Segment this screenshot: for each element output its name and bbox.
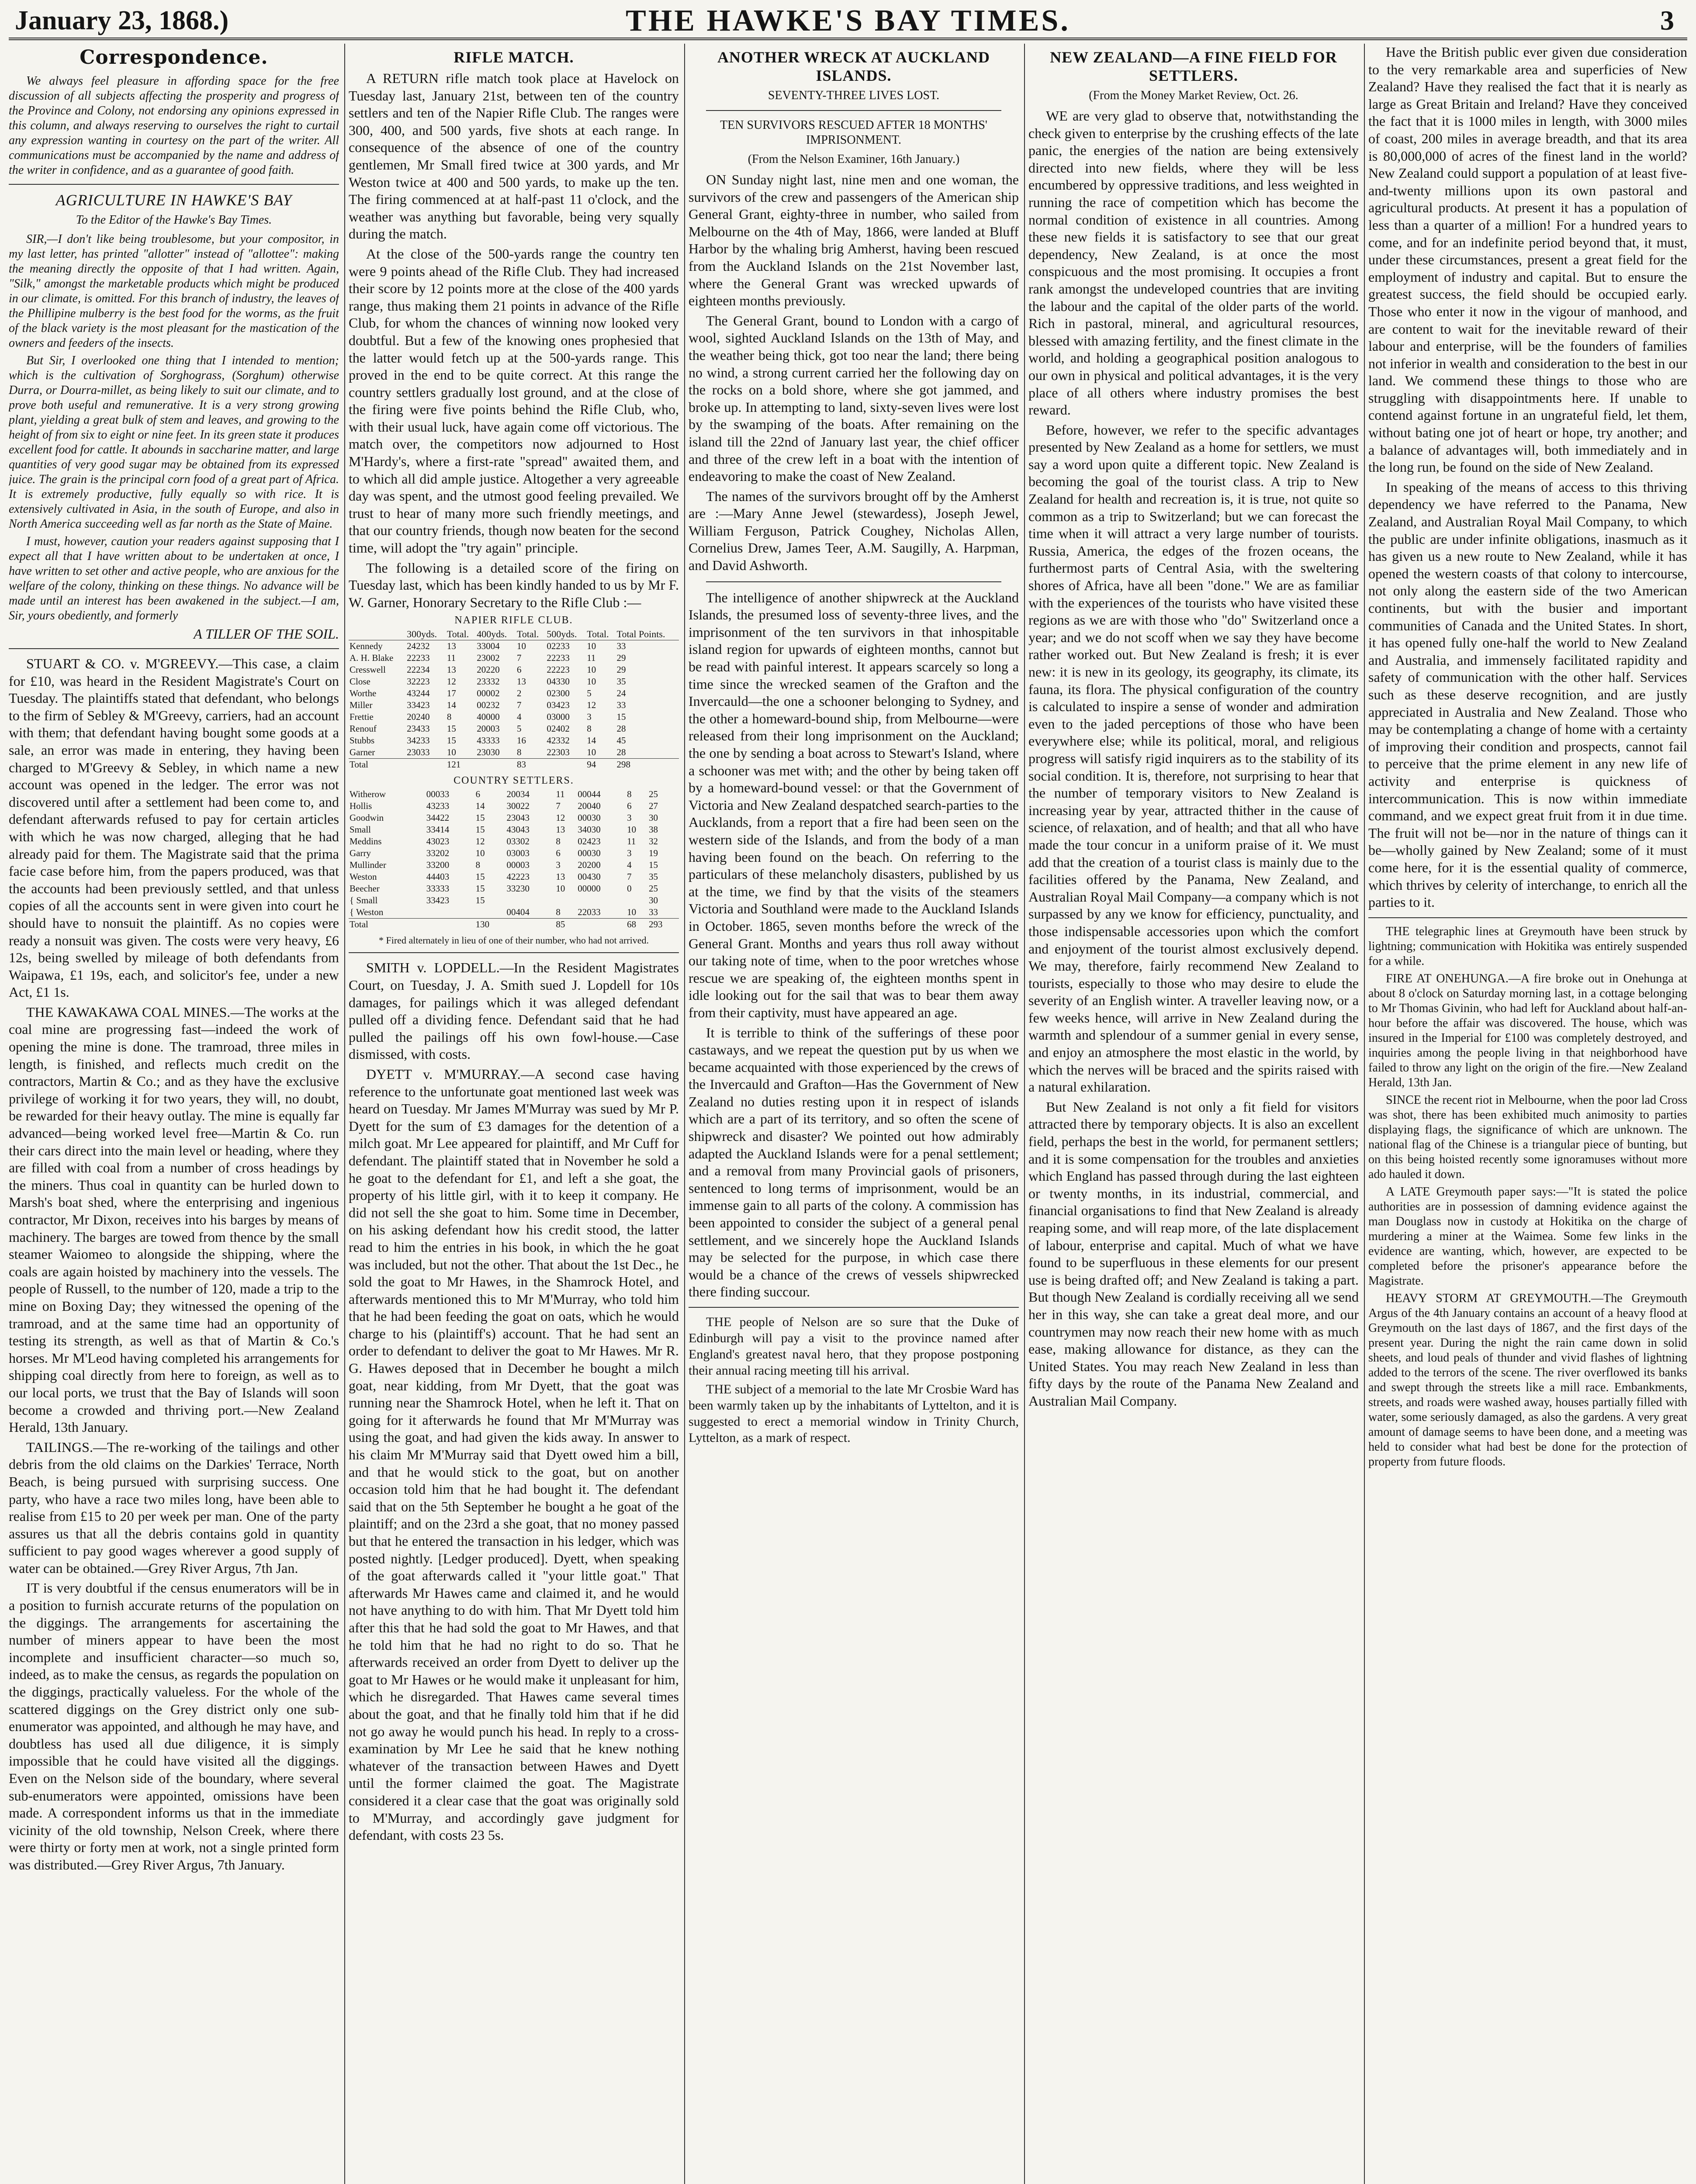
table-cell: 2 (517, 688, 522, 699)
table-cell: 45 (616, 735, 626, 746)
table-cell: Goodwin (350, 812, 384, 823)
column-5 (1368, 44, 1687, 2184)
table-cell: 40000 (477, 712, 500, 722)
table-cell: 03003 (506, 848, 530, 859)
table-cell: 10 (446, 747, 456, 758)
table-row (349, 800, 679, 812)
table-cell: 19 (649, 848, 658, 859)
table-cell: 298 (616, 759, 679, 771)
table-cell: 15 (446, 723, 456, 734)
news-item-dyett-v-mmurray: DYETT v. M'MURRAY.—A second case having reference to the unfortunate goat mentioned last week was heard on Tuesday. Mr James M'Murray was sued by Mr P. Dyett for the sum of £3 damages for the detention of a milch goat. Mr Lee appeared for plaintiff, and Mr Cuff for defendant. The plaintiff stated that in November he sold a he goat to the defendant for £1, and left a she goat, the property of his little girl, with it to keep it company. He did not sell the she goat to him. Some time in December, on his asking defendant how his credit stood, the latter read to him the entries in his book, in which the he goat was included, but not the other. That about the 1st Dec., he sold the goat to Mr Hawes, in the Shamrock Hotel, and afterwards mentioned this to Mr M'Murray, who told him that he had been feeding the goat on oats, which he would charge to his (plaintiff's) account. That he had sent an order to defendant to deliver the goat to Mr Hawes. Mr R. G. Hawes deposed that in December he bought a milch goat, near kidding, from Mr Dyett, that the goat was running near the Shamrock Hotel, when he left it. That on going for it afterwards he found that Mr M'Murray was using the goat, and had given the kids away. In answer to his claim Mr M'Murray said that Dyett owed him a bill, and that he would stick to the goat, but on another occasion told him that he had bought it. The defendant said that on the 5th September he bought a he goat of the plaintiff; and on the 23rd a she goat, that no money passed but that he entered the transaction in his ledger, which was posted nightly. [Ledger produced]. Dyett, when speaking of the goat afterwards called it "your little goat." That afterwards Mr Hawes came and claimed it, and he would not have anything to do with him. That Mr Dyett told him after this that he had sold the goat to Mr Hawes, and that he told him that he had no right to do so. That he afterwards received an order from Dyett to deliver up the goat to Mr Hawes or he would make it unpleasant for him, which he disregarded. That Hawes came several times about the goat, and that he finally told him that if he did not go away he would punch his head. In reply to a cross-examination by Mr Lee he said that he knew nothing whatever of the transaction between Hawes and Dyett until the former claimed the goat. The Magistrate considered it a clear case that the goat was originally sold to M'Murray, and accordingly gave judgment for defendant, with costs 23 5s. (349, 1066, 679, 1843)
table-cell: 43043 (506, 824, 530, 835)
table-row (349, 699, 679, 711)
table-cell: 15 (475, 871, 485, 882)
table-cell: 30 (649, 895, 658, 906)
table-cell (577, 919, 626, 931)
divider (706, 110, 1001, 111)
letter-addressee: To the Editor of the Hawke's Bay Times. (76, 213, 272, 227)
table-cell: 130 (475, 919, 506, 931)
editorial-notice: We always feel pleasure in affording space for the free discussion of all subjects affecting the prosperity and progress of the Province and Colony, not endorsing any opinions expressed in this column, and always reserving to ourselves the right to curtail any expression wanting in courtesy on the part of the writer. All communications must be accompanied by the name and address of the writer in confidence, and as a guarantee of good faith. (9, 74, 339, 177)
issue-date: January 23, 1868.) (15, 6, 229, 35)
table-cell: 94 (586, 759, 616, 771)
table-cell (506, 895, 555, 906)
nz-paragraph: But New Zealand is not only a fit field for visitors attracted there by temporary objects. It is also an excellent field, perhaps the best in the world, for permanent settlers; and it is some compensation for the troubles and anxieties which England has passed through during the last eighteen or twenty months, in its industrial, commercial, and financial organisations to find that New Zealand is already reaping some, and will reap more, of the late displacement of labour, enterprise and capital. Much of what we have found to be superfluous in these elements for our present use is being drafted off; and New Zealand is taking a part. But though New Zealand is cordially receiving all we send her in this way, she can take a great deal more, and our countrymen may now reach their new home with as much ease, making allowance for distance, as they can the United States. You may reach New Zealand in less than fifty days by the route of the Panama New Zealand and Australian Mail Company. (1028, 1099, 1359, 1409)
table-cell: 12 (587, 700, 596, 711)
table-cell: Weston (350, 871, 377, 882)
table-cell: 10 (587, 747, 596, 758)
table-cell: 13 (446, 664, 456, 675)
article-title-new-zealand: NEW ZEALAND—A FINE FIELD FOR SETTLERS. (1050, 48, 1337, 84)
table-cell: 3 (627, 848, 632, 859)
table-cell: 15 (475, 812, 485, 823)
table-cell: Total (349, 759, 406, 771)
table-cell: 44403 (426, 871, 450, 882)
score-table-country (349, 788, 679, 930)
rifle-match-paragraph: A RETURN rifle match took place at Havelock on Tuesday last, January 21st, between ten of the country settlers and ten of the Napier Rifle Club. The ranges were 300, 400, and 500 yards, five shots at each range. In consequence of the absence of one of the country gentlemen, Mr Small fired twice at 300 yards, and Mr Weston twice at 400 and 500 yards, to make up the ten. The firing commenced at at half-past 11 o'clock, and the weather was anything but favorable, being very squally during the match. (349, 70, 679, 242)
nz-paragraph-continued: Have the British public ever given due consideration to the very remarkable area and superficies of New Zealand? Have they realised the fact that it is nearly as large as Great Britain and Ireland? Have they conceived the fact that it is 1000 miles in length, with 3000 miles of coast, 200 miles in average breadth, and that its area is 80,000,000 of acres of the finest land in the world? New Zealand could support a population of at least five-and-twenty millions upon its own pastoral and agricultural products. At present it has a population of less than a quarter of a million! For a hundred years to come, and for an indefinite period beyond that, it must, under these circumstances, present a great field for the employment of industry and capital. But to ensure the greatest success, the field should be occupied early. Those who enter it now in the vigour of manhood, and are content to wait for the inevitable reward of their labour and enterprise, will be the founders of families not inferior in wealth and consideration to the best in our land. We commend these things to those who are struggling with disappointments here. If unable to contend against fortune in an ungrateful field, let them, without bating one jot of heart or hope, try another; and a balance of advantages will, both immediately and in the long run, be found on the side of New Zealand. (1368, 44, 1687, 475)
table-cell: 32223 (407, 676, 430, 687)
table-cell: 8 (475, 860, 481, 871)
table-cell: 00030 (578, 848, 601, 859)
news-item-kawakawa-coal: THE KAWAKAWA COAL MINES.—The works at the coal mine are progressing fast—indeed the work of opening the mine is done. The tramroad, three miles in length, is finished, and reflects much credit on the contractors, Martin & Co.; and as they have the exclusive privilege of working it for two years, they will, no doubt, be rewarded for their heavy outlay. The mine is equally far advanced—being worked level free—Martin & Co. run their cars direct into the main level or heading, where they are filled with coal from a number of cross headings by the miners. Thus coal in quantity can be hurled down to Marsh's boat shed, where the enterprising and ingenious contractor, Mr Dixon, receives into his barges by means of machinery. The barges are towed from thence by the small steamer Waiomeo to alongside the shipping, where the coals are again hoisted by machinery into the vessels. The people of Russell, to the number of 120, made a trip to the mine on Boxing Day; they witnessed the opening of the tramroad, and at the same time had an opportunity of testing its strength, as well as that of Martin & Co.'s horses. Mr M'Leod having completed his arrangements for shipping coal directly from here to foreign, as well as to our local ports, we trust that the Bay of Islands will soon become a crowded and thriving port.—New Zealand Herald, 13th January. (9, 1004, 339, 1435)
table-header-cell: 300yds. (406, 628, 446, 640)
table-cell: 29 (616, 653, 626, 663)
news-item-greymouth-storm: HEAVY STORM AT GREYMOUTH.—The Greymouth Argus of the 4th January contains an account of a heavy flood at Greymouth on the last days of 1867, and the first days of the present year. During the night the rain came down in solid sheets, and loud peals of thunder and vivid flashes of lightning added to the terrors of the scene. The river overflowed its banks and swept through the streets like a mill race. Embankments, streets, and roads were washed away, houses partially filled with water, some seriously damaged, as also the gardens. A very great amount of damage seems to have been done, and a meeting was held to consider what had best be done for the protection of property from future floods. (1368, 1291, 1687, 1469)
table-cell: 12 (475, 836, 485, 847)
table-cell: 03423 (547, 700, 570, 711)
table-cell: 03000 (547, 712, 570, 722)
table-cell: 23002 (477, 653, 500, 663)
table-cell: 30 (649, 812, 658, 823)
table-cell: 35 (649, 871, 658, 882)
section-heading-correspondence: Correspondence. (80, 46, 268, 69)
table-cell: 17 (446, 688, 456, 699)
news-item-melbourne-riot: SINCE the recent riot in Melbourne, when the poor lad Cross was shot, there has been exhibited much animosity to parties displaying flags, the significance of which are unknown. The national flag of the Chinese is a triangular piece of bunting, but on this being hoisted recently some ignoramuses without more ado hauled it down. (1368, 1093, 1687, 1181)
table-cell: 8 (556, 907, 561, 918)
table-cell: Witherow (350, 789, 386, 800)
table-cell: 33 (616, 700, 626, 711)
table-caption-napier: NAPIER RIFLE CLUB. (454, 615, 573, 626)
news-item-telegraph: THE telegraphic lines at Greymouth have been struck by lightning; communication with Hokitika was entirely suspended for a while. (1368, 924, 1687, 968)
column-3 (689, 44, 1019, 2184)
table-cell: 43244 (407, 688, 430, 699)
table-row (349, 895, 679, 906)
table-cell: 11 (627, 836, 636, 847)
column-2 (349, 44, 679, 2184)
masthead (9, 3, 1687, 38)
table-cell: 7 (627, 871, 632, 882)
table-cell (476, 759, 516, 771)
table-cell: 02423 (578, 836, 601, 847)
table-cell: 23433 (407, 723, 430, 734)
article-columns (9, 44, 1687, 2184)
table-cell: 42332 (547, 735, 570, 746)
table-cell: Mullinder (350, 860, 386, 871)
table-cell (475, 906, 506, 919)
letter-title: AGRICULTURE IN HAWKE'S BAY (55, 191, 292, 209)
table-cell (406, 759, 446, 771)
table-cell: 33004 (477, 641, 500, 652)
news-item-stuart-v-mgreevy: STUART & CO. v. M'GREEVY.—This case, a claim for £10, was heard in the Resident Magistrate's Court on Tuesday. The plaintiffs stated that defendant, who belongs to the firm of Sebley & M'Greevy, carriers, had an account with them; that defendant having bought some goods at a sale, an error was made in entering, they having been charged to M'Greevy & Sebley, in which name a new account was opened in the ledger. The error was not discovered until after a settlement had been come to, and defendant afterwards refused to pay for certain articles with which he was now charged, alleging that he had already paid for them. The Magistrate said that the prima facie case before him, from the papers produced, was that the accounts had been previously settled, and that unless copies of all the accounts sent in were given into court he should have to nonsuit the plaintiff. As no copies were ready a nonsuit was given. The costs were very heavy, £6 12s, being swelled by mileage of both defendants from Waipawa, £1 19s, each, and solicitor's fee, under a new Act, £1 1s. (9, 656, 339, 1000)
table-cell: Hollis (350, 801, 372, 812)
table-cell: 10 (627, 907, 637, 918)
table-cell: 68 (626, 919, 648, 931)
table-cell: 13 (556, 824, 565, 835)
table-cell: 10 (475, 848, 485, 859)
article-subtitle: SEVENTY-THREE LIVES LOST. (768, 89, 940, 102)
table-row (349, 676, 679, 688)
table-cell: Meddins (350, 836, 382, 847)
table-cell: 15 (475, 824, 485, 835)
table-cell: 24232 (407, 641, 430, 652)
article-title-rifle-match: RIFLE MATCH. (453, 48, 574, 66)
table-cell: Garry (350, 848, 371, 859)
table-cell: 33 (649, 907, 658, 918)
table-cell: 33423 (426, 895, 450, 906)
table-cell: 8 (556, 836, 561, 847)
masthead-rule (9, 38, 1687, 40)
table-cell: 8 (517, 747, 522, 758)
table-cell: 14 (587, 735, 596, 746)
table-total-row (349, 759, 679, 771)
table-cell: 00033 (426, 789, 450, 800)
table-cell: 42223 (506, 871, 530, 882)
table-row (349, 859, 679, 871)
table-cell: 03302 (506, 836, 530, 847)
table-cell: 43333 (477, 735, 500, 746)
table-cell: Close (350, 676, 370, 687)
news-item-crosbie-ward-memorial: THE subject of a memorial to the late Mr Crosbie Ward has been warmly taken up by the inhabitants of Lyttelton, and it is suggested to erect a memorial window in Trinity Church, Lyttelton, as a mark of respect. (689, 1382, 1019, 1445)
nz-paragraph: Before, however, we refer to the specific advantages presented by New Zealand as a home for settlers, we must say a word upon quite a different topic. New Zealand is becoming the goal of the tourist class. A trip to New Zealand for health and recreation is, it is true, not quite so common as a trip to Switzerland; but we can forecast the time when it will attract a very large number of tourists. Russia, America, the edges of the frozen oceans, the furthermost parts of Central Asia, with the sweltering shores of Africa, have all been "done." We are as familiar with the experiences of the tourists who have visited these regions as we are with those who "do" Switzerland once a year; and we do not scoff when we say they have become rather worked out. But New Zealand is fresh; it is ever new: it is new in its geology, its geography, its climate, its fauna, its flora. The physical configuration of the country is calculated to inspire a sense of wonder and admiration even to the jaded perceptions of those who have been everywhere else; while its political, moral, and religious progress will satisfy rigid inquirers as to the stability of its social condition. It is, therefore, not surprising to hear that the number of temporary visitors to New Zealand is increasing year by year, attracted thither in the cause of science, of relaxation, and of health; and that all who have made the tour concur in a uniform praise of it. We must add that the creation of a tourist class is mainly due to the facilities offered by the Panama, New Zealand, and Australian Royal Mail Company—a company which is not surpassed by any we know for efficiency, punctuality, and those indispensable accessories upon which the comfort and enjoyment of the tourist almost exclusively depend. We may, therefore, fairly recommend New Zealand to tourists, especially to those who may desire to elude the severity of an English winter. A traveller leaving now, or a few weeks hence, will arrive in New Zealand during the warmth and splendour of a summer genial in every sense, and enjoy an atmosphere the most elastic in the world, by which the nerves will be braced and the spirits raised with a natural exhilaration. (1028, 422, 1359, 1095)
table-cell: Total (349, 919, 426, 931)
table-cell: 15 (446, 735, 456, 746)
letter-paragraph: SIR,—I don't like being troublesome, but your compositor, in my last letter, has printed "allotter" instead of "allottee": making the meaning directly the opposite of that I had written. Again, "Silk," amongst the marketable products which might be produced in our climate, is omitted. For this branch of industry, the leaves of the Phillipine mulberry is the best food for the worms, as the fruit of the black variety is the most pleasant for the mastication of the owners and feeders of the insects. (9, 232, 339, 350)
table-header-cell (349, 628, 406, 640)
table-cell: 22033 (578, 907, 601, 918)
table-cell: 3 (556, 860, 561, 871)
table-row (349, 812, 679, 824)
table-cell: 22303 (547, 747, 570, 758)
table-row (349, 664, 679, 676)
table-cell: 14 (475, 801, 485, 812)
table-row (349, 847, 679, 859)
table-header-cell: Total. (516, 628, 546, 640)
letter-signature: A TILLER OF THE SOIL. (194, 626, 339, 642)
table-cell: Small (350, 824, 371, 835)
table-header-cell: Total. (446, 628, 476, 640)
table-cell: 10 (517, 641, 526, 652)
table-cell: 10 (587, 676, 596, 687)
news-item-greymouth-evidence: A LATE Greymouth paper says:—"It is stated the police authorities are in possession of damning evidence against the man Douglass now in custody at Hokitika on the charge of murdering a miner at the Waimea. Some few links in the evidence are wanting, which, however, are expected to be completed before the prisoner's appearance before the Magistrate. (1368, 1185, 1687, 1288)
table-footnote: * Fired alternately in lieu of one of their number, who had not arrived. (379, 935, 649, 946)
divider (706, 581, 1001, 582)
table-row (349, 883, 679, 895)
article-title-wreck: ANOTHER WRECK AT AUCKLAND ISLANDS. (717, 48, 990, 84)
table-cell: 43023 (426, 836, 450, 847)
news-item-tailings: TAILINGS.—The re-working of the tailings and other debris from the old claims on the Darkies' Terrace, North Beach, is being pursued with surprising success. One party, who have a race two miles long, have been able to realise from £15 to 20 per week per man. One of the party assures us that all the debris contains gold in quantity sufficient to pay good wages wherever a good supply of water can be obtained.—Grey River Argus, 7th Jan. (9, 1439, 339, 1576)
table-cell: 4 (517, 712, 522, 722)
rifle-match-paragraph: The following is a detailed score of the firing on Tuesday last, which has been kindly handed to us by Mr F. W. Garner, Honorary Secretary to the Rifle Club :— (349, 560, 679, 610)
table-row (349, 735, 679, 746)
table-cell: 22234 (407, 664, 430, 675)
table-cell (577, 895, 626, 906)
table-cell: 20003 (477, 723, 500, 734)
table-cell: 22233 (547, 653, 570, 663)
wreck-paragraph: ON Sunday night last, nine men and one woman, the survivors of the crew and passengers of the American ship General Grant, eighty-three in number, who sailed from Melbourne on the 4th of May, 1866, were landed at Bluff Harbor by the whaling brig Amherst, having been rescued from the Auckland Islands on the 21st November last, where the General Grant was wrecked upwards of eighteen months previously. (689, 172, 1019, 309)
table-cell: 30022 (506, 801, 530, 812)
table-cell: 20034 (506, 789, 530, 800)
table-cell: 33333 (426, 883, 450, 894)
table-cell: 3 (587, 712, 592, 722)
table-cell (426, 919, 475, 931)
table-cell: 35 (616, 676, 626, 687)
table-cell: 83 (516, 759, 546, 771)
letter-paragraph: But Sir, I overlooked one thing that I intended to mention; which is the cultivation of Sorghograss, (Sorghum) otherwise Durra, or Dourra-millet, as being likely to suit our climate, and to prove both useful and remunerative. It is a very strong growing plant, yielding a great bulk of stem and leaves, and growing to the height of from six to eight or nine feet. In its green state it produces excellent food for cattle. It abounds in saccharine matter, and large quantities of very good sugar may be obtained from its expressed juice. The grain is the principal corn food of a great part of Africa. It is extremely productive, fully equally so with rice. It is extensively cultivated in Asia, in the south of Europe, and also in North America succeeding well as far north as the State of Maine. (9, 354, 339, 531)
table-cell: 34422 (426, 812, 450, 823)
table-cell: 7 (556, 801, 561, 812)
table-cell: 00002 (477, 688, 500, 699)
wreck-paragraph: The names of the survivors brought off by the Amherst are :—Mary Anne Jewel (stewardess), Joseph Jewel, William Ferguson, Patrick Coughey, Nicholas Allen, Cornelius Drew, James Teer, A.M. Saugilly, A. Harpman, and David Ashworth. (689, 488, 1019, 574)
divider (349, 952, 679, 953)
table-row (349, 723, 679, 735)
table-row (349, 688, 679, 699)
table-cell: 6 (475, 789, 481, 800)
table-cell: 11 (587, 653, 596, 663)
table-cell: 00030 (578, 812, 601, 823)
table-cell: 00404 (506, 907, 530, 918)
table-cell: Beecher (350, 883, 380, 894)
table-cell: 00430 (578, 871, 601, 882)
table-cell: 02402 (547, 723, 570, 734)
table-cell: 293 (648, 919, 679, 931)
table-cell: 02233 (547, 641, 570, 652)
wreck-paragraph: It is terrible to think of the sufferings of these poor castaways, and we repeat the question put by us when we became acquainted with those experienced by the crews of the Invercauld and Grafton—Has the Government of New Zealand no duties resting upon it in respect of islands which are a part of its territory, and so often the scene of shipwreck and disaster? We pointed out how admirably adapted the Auckland Islands were for a penal settlement; and a removal from many Provincial gaols of prisoners, sentenced to long terms of imprisonment, would be an immense gain to all parts of the colony. A commission has been appointed to consider the subject of a general penal settlement, and we sincerely hope the Auckland Islands may be selected for the purpose, in which case there would be a chance of the crews of vessels shipwrecked there finding succour. (689, 1024, 1019, 1300)
score-table-napier (349, 628, 679, 771)
table-cell: 20200 (578, 860, 601, 871)
table-cell: { Small (350, 895, 378, 906)
table-cell: 15 (475, 895, 485, 906)
wreck-paragraph: The General Grant, bound to London with a cargo of wool, sighted Auckland Islands on the 13th of May, and the weather being thick, got too near the land; there being no wind, a strong current carried her the following day on the rocks on a bold shore, where she got jammed, and broke up. In attempting to land, sixty-seven lives were lost by the swamping of the boats. After remaining on the island till the 22nd of January last year, the chief officer and three of the crew left in a boat with the intention of endeavoring to make the coast of New Zealand. (689, 312, 1019, 484)
wreck-paragraph: The intelligence of another shipwreck at the Auckland Islands, the presumed loss of seventy-three lives, and the imprisonment of the ten survivors in that inhospitable island region for upwards of eighteen months, cannot but be read with painful interest. It appears scarcely so long a time since the wrecked seamen of the Grafton and the Invercauld—the one a schooner belonging to Sydney, and the other a homeward-bound ship, from Melbourne—were released from their long imprisonment on the Auckland; the one by sending a boat across to Stewart's Island, where a schooner was met with; and the other by being taken off by a homeward-bound vessel: or that the Government of Victoria and New Zealand despatched search-parties to the Aucklands, from a report that a fire had been seen on the western side of the Islands, and from the body of a man having been found on the beach. On referring to the particulars of these melancholy disasters, published by us at the time, we find by that the visits of the steamers Victoria and Southland were made to the Auckland Islands in October. 1865, seven months before the wreck of the General Grant. Months and years thus roll away without our taking note of time, when to the poor wretches whose rescue we are speaking of, the eighteen months spent in idle looking out for the sail that was to bear them away from their captivity, must have appeared an age. (689, 589, 1019, 1020)
divider (1368, 917, 1687, 918)
table-cell: Garner (350, 747, 375, 758)
table-cell: 20040 (578, 801, 601, 812)
table-header-row (349, 628, 679, 640)
table-cell: 33230 (506, 883, 530, 894)
table-cell: 5 (587, 688, 592, 699)
table-cell: Kennedy (350, 641, 383, 652)
table-cell: 33414 (426, 824, 450, 835)
table-cell: 85 (555, 919, 577, 931)
table-cell (626, 895, 648, 906)
table-cell: 10 (627, 824, 637, 835)
table-cell: 0 (627, 883, 632, 894)
table-cell: 25 (649, 789, 658, 800)
table-cell: 16 (517, 735, 526, 746)
table-cell: Renouf (350, 723, 377, 734)
table-cell: Worthe (350, 688, 377, 699)
table-cell: 23332 (477, 676, 500, 687)
table-cell: 00000 (578, 883, 601, 894)
table-cell: 32 (649, 836, 658, 847)
table-cell: 15 (475, 883, 485, 894)
news-item-census: IT is very doubtful if the census enumerators will be in a position to furnish accurate returns of the population on the diggings. The arrangements for ascertaining the number of miners appear to have been the most incomplete and insufficient character—so much so, indeed, as to make the census, as regards the population on the diggings, practically valueless. For the whole of the scattered diggings on the Grey district only one sub-enumerator was appointed, and although he may have, and doubtless has used all due diligence, it is simply impossible that he could have visited all the diggings. Even on the Nelson side of the boundary, where several sub-enumerators were appointed, omissions have been made. A correspondent informs us that in the immediate vicinity of the old township, Nelson Creek, where there were thirty or forty men at work, not a single printed form was distributed.—Grey River Argus, 7th January. (9, 1580, 339, 1873)
rifle-match-paragraph: At the close of the 500-yards range the country ten were 9 points ahead of the Rifle Club. They had increased their score by 12 points more at the close of the 400 yards range, thus making them 21 points in advance of the Rifle Club, for whom the chances of winning now looked very doubtful. But a few of the knowing ones prophesied that the latter would fetch up at the 500-yards range. This proved in the end to be quite correct. At this range the country settlers gradually lost ground, and at the close of the firing were five points behind the Rifle Club, who, with their usual luck, have again come off victorious. The match over, the competitors now adjourned to Host M'Hardy's, where a first-rate "spread" awaited them, and to which all did ample justice. Altogether a very agreeable day was spent, and the utmost good feeling prevailed. We trust to hear of many more such friendly meetings, and that our country friends, though now beaten for the second time, will adopt the "try again" principle. (349, 245, 679, 556)
table-cell: 29 (616, 664, 626, 675)
table-row (349, 871, 679, 883)
table-cell: 23033 (407, 747, 430, 758)
table-header-cell: Total. (586, 628, 616, 640)
table-row (349, 788, 679, 800)
table-header-cell: Total Points. (616, 628, 679, 640)
table-cell: 28 (616, 747, 626, 758)
divider (9, 184, 339, 185)
table-cell: A. H. Blake (350, 653, 394, 663)
table-row (349, 824, 679, 836)
letter-paragraph: I must, however, caution your readers against supposing that I expect all that I have written about to be undertaken at once, I have written to set other and active people, who are anxious for the welfare of the colony, thinking on these things. No advance will be made until an interest has been awakened in the subject.—I am, Sir, yours obediently, and formerly (9, 535, 339, 622)
table-row (349, 906, 679, 919)
table-cell: 6 (627, 801, 632, 812)
table-row (349, 652, 679, 664)
table-cell: 23043 (506, 812, 530, 823)
table-cell: 33200 (426, 860, 450, 871)
column-1 (9, 44, 339, 2184)
table-cell: 5 (517, 723, 522, 734)
column-4 (1028, 44, 1359, 2184)
table-row (349, 746, 679, 759)
table-cell: 7 (517, 700, 522, 711)
table-cell: Miller (350, 700, 373, 711)
table-cell: 7 (517, 653, 522, 663)
table-cell: 27 (649, 801, 658, 812)
table-cell: 04330 (547, 676, 570, 687)
table-cell: 13 (556, 871, 565, 882)
table-cell: 8 (587, 723, 592, 734)
table-cell: 3 (627, 812, 632, 823)
table-row (349, 711, 679, 723)
news-item-fire-onehunga: FIRE AT ONEHUNGA.—A fire broke out in Onehunga at about 8 o'clock on Saturday morning last, in a cottage belonging to Mr Thomas Givinin, who had left for Auckland about half-an-hour before the affair was discovered. The house, which was insured in the Imperial for £100 was completely destroyed, and inquiries among the people living in that neighborhood have failed to throw any light on the origin of the fire.—New Zealand Herald, 13th Jan. (1368, 971, 1687, 1089)
table-cell: 11 (446, 653, 456, 663)
news-item-duke-of-edinburgh: THE people of Nelson are so sure that the Duke of Edinburgh will pay a visit to the province named after England's greatest naval hero, that they propose postponing their annual racing meeting till his arrival. (689, 1315, 1019, 1378)
table-header-cell: 400yds. (476, 628, 516, 640)
table-cell: 13 (517, 676, 526, 687)
table-cell: 33423 (407, 700, 430, 711)
news-item-smith-v-lopdell: SMITH v. LOPDELL.—In the Resident Magistrates Court, on Tuesday, J. A. Smith sued J. Lopdell for 10s damages, for pailings which it was alleged defendant pulled off a dividing fence. Defendant said that he had pulled the pailings off his own fowl-house.—Case dismissed, with costs. (349, 960, 679, 1062)
article-source: (From the Money Market Review, Oct. 26. (1089, 89, 1298, 102)
table-cell: 15 (649, 860, 658, 871)
nz-paragraph: WE are very glad to observe that, notwithstanding the check given to enterprise by the crushing effects of the late panic, the energies of the nation are being extensively directed into new fields, where they will be less encumbered by oppressive traditions, and less weighted in running the race of competition which has become the normal condition of existence in all countries. Among these new fields it is satisfactory to see that our great dependency, New Zealand, is at once the most conspicuous and the most promising. It occupies a front rank amongst the undeveloped countries that are inviting the labour and the capital of the older parts of the world. Rich in pastoral, mineral, and agricultural resources, blessed with amazing fertility, and the finest climate in the world, and holding a geographical position analogous to our own in physical and political advantages, it is the very place of all others where industry promises the best reward. (1028, 108, 1359, 418)
table-cell: 24 (616, 688, 626, 699)
table-cell: 34030 (578, 824, 601, 835)
table-cell: 12 (556, 812, 565, 823)
table-cell: 00232 (477, 700, 500, 711)
table-cell: Stubbs (350, 735, 375, 746)
table-cell: 00003 (506, 860, 530, 871)
divider (9, 648, 339, 649)
table-cell: { Weston (350, 907, 384, 918)
table-cell: 43233 (426, 801, 450, 812)
table-cell: 34233 (407, 735, 430, 746)
table-cell: 28 (616, 723, 626, 734)
table-cell: 22233 (407, 653, 430, 663)
article-source: (From the Nelson Examiner, 16th January.) (748, 152, 960, 166)
table-cell: 23030 (477, 747, 500, 758)
table-cell: 25 (649, 883, 658, 894)
table-cell: 12 (446, 676, 456, 687)
table-cell: 20240 (407, 712, 430, 722)
table-cell: 121 (446, 759, 476, 771)
table-cell: Cresswell (350, 664, 386, 675)
table-cell (546, 759, 586, 771)
table-cell (426, 906, 475, 919)
table-cell: 20220 (477, 664, 500, 675)
table-cell: 33202 (426, 848, 450, 859)
table-row (349, 640, 679, 653)
table-cell (555, 895, 577, 906)
nz-paragraph-continued: In speaking of the means of access to this thriving dependency we have referred to the Panama, New Zealand, and Australian Royal Mail Company, to which the public are under infinite obligations, inasmuch as it has given us a new route to New Zealand, while it has opened the western coasts of that colony to intercourse, not only along the eastern side of the two American continents, but with the busier and important communities of Canada and the United States. In short, it has opened fully one-half the world to New Zealand and Australia, and immensely facilitated rapidity and safety of communication with the other half. Services such as these deserve recognition, and are justly appreciated in Australia and New Zealand. Those who may be contemplating a change of home with a certainty of improving their condition and prospects, cannot fail to perceive that the prime element in any new life of activity and enterprise is quickness of intercommunication. This is now within immediate command, and we expect great fruit from it in due time. The fruit will not be—nor in the nature of things can it be—wholly gained by New Zealand; some of it must come here, for it is the essential quality of commerce, which thrives by celerity of interchange, to enrich all the parties to it. (1368, 479, 1687, 910)
table-cell: 10 (587, 641, 596, 652)
table-caption-country: COUNTRY SETTLERS. (453, 775, 574, 787)
table-cell: 10 (587, 664, 596, 675)
table-cell (506, 919, 555, 931)
table-cell: Frettie (350, 712, 374, 722)
article-subtitle: TEN SURVIVORS RESCUED AFTER 18 MONTHS' IMPRISONMENT. (720, 118, 987, 147)
table-cell: 22223 (547, 664, 570, 675)
table-cell: 6 (517, 664, 522, 675)
table-cell: 02300 (547, 688, 570, 699)
newspaper-title: THE HAWKE'S BAY TIMES. (626, 4, 1070, 38)
table-cell: 15 (616, 712, 626, 722)
table-cell: 10 (556, 883, 565, 894)
table-cell: 11 (556, 789, 565, 800)
table-cell: 38 (649, 824, 658, 835)
table-cell: 6 (556, 848, 561, 859)
table-cell: 8 (627, 789, 632, 800)
page-number: 3 (1660, 5, 1674, 36)
table-cell: 4 (627, 860, 632, 871)
table-cell: 33 (616, 641, 626, 652)
table-cell: 8 (446, 712, 452, 722)
table-row (349, 836, 679, 847)
table-cell: 00044 (578, 789, 601, 800)
divider (689, 1307, 1019, 1308)
table-total-row (349, 919, 679, 931)
table-header-cell: 500yds. (546, 628, 586, 640)
table-cell: 14 (446, 700, 456, 711)
table-cell: 13 (446, 641, 456, 652)
